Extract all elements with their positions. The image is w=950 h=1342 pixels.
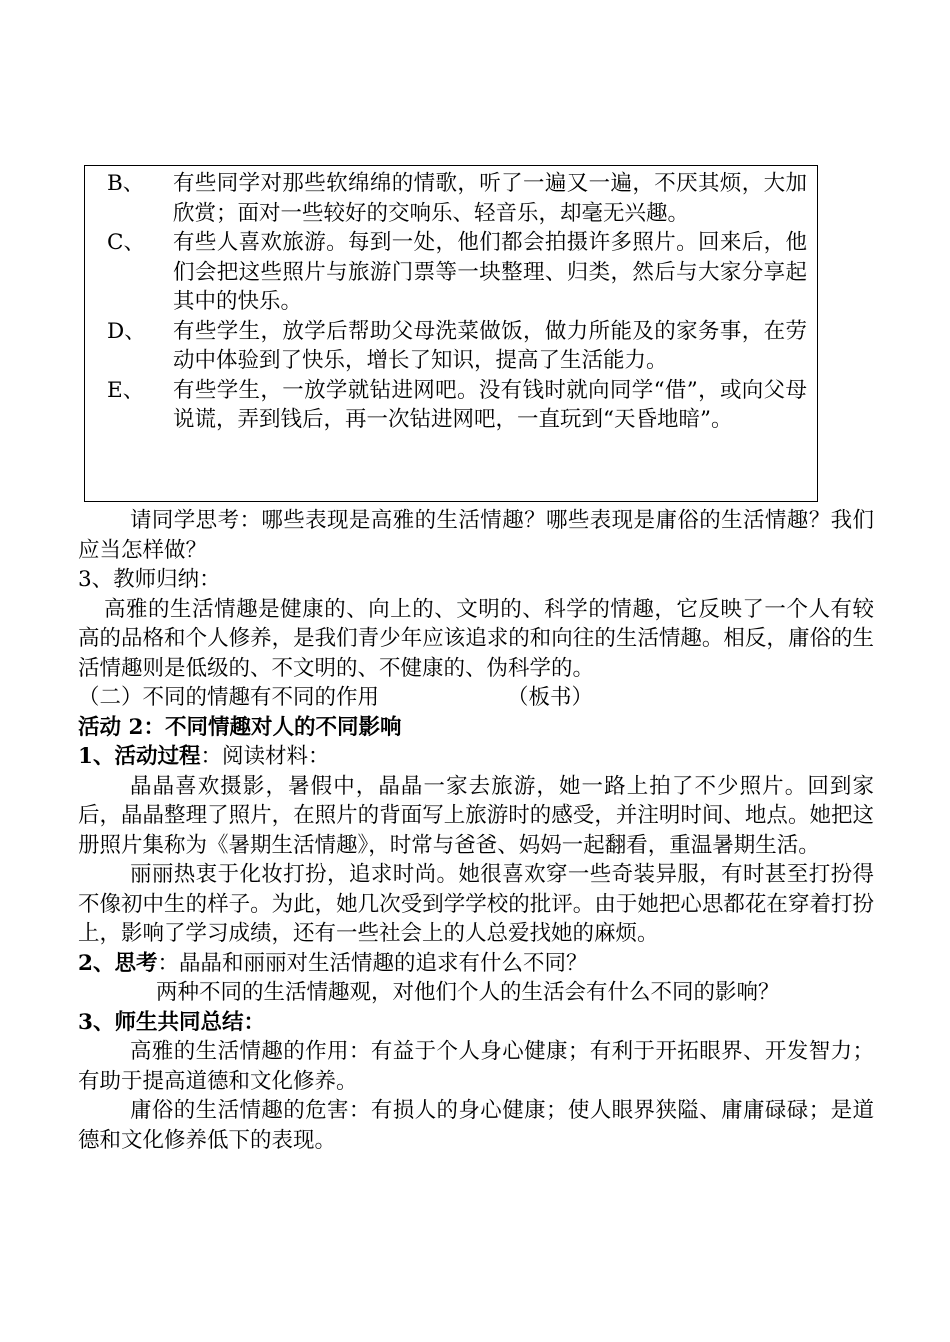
option-c <box>85 228 807 317</box>
material-1: 晶晶喜欢摄影，暑假中，晶晶一家去旅游，她一路上拍了不少照片。回到家后，晶晶整理了照片，在照片的背面写上旅游时的感受，并注明时间、地点。她把这册照片集称为《暑期生活情趣》，时常与爸爸、妈妈一起翻看，重温暑期生活。 <box>78 773 874 858</box>
section-note: （板书） <box>507 685 594 710</box>
process-line <box>78 742 874 772</box>
option-label: C、 <box>107 230 145 255</box>
option-text: 有些学生，一放学就钻进网吧。没有钱时就向同学“借”，或向父母说谎，弄到钱后，再一次钻进网吧，一直玩到“天昏地暗”。 <box>173 377 807 432</box>
think-q1: ：晶晶和丽丽对生活情趣的追求有什么不同？ <box>157 950 588 976</box>
option-d <box>85 317 807 376</box>
activity-title: 活动 2：不同情趣对人的不同影响 <box>78 714 402 740</box>
conclusion-1: 高雅的生活情趣的作用：有益于个人身心健康；有利于开拓眼界、开发智力；有助于提高道德和文化修养。 <box>78 1039 874 1094</box>
conclusion-2: 庸俗的生活情趣的危害：有损人的身心健康；使人眼界狭隘、庸庸碌碌；是道德和文化修养低下的表现。 <box>78 1098 874 1153</box>
option-label: E、 <box>107 377 145 403</box>
material-2: 丽丽热衷于化妆打扮，追求时尚。她很喜欢穿一些奇装异服，有时甚至打扮得不像初中生的样子。为此，她几次受到学学校的批评。由于她把心思都花在穿着打扮上，影响了学习成绩，还有一些社会上的人总爱找她的麻烦。 <box>78 862 874 946</box>
summary-heading: 3、教师归纳： <box>78 567 221 592</box>
section-title: （二）不同的情趣有不同的作用 <box>78 685 380 710</box>
process-label: 1、活动过程 <box>78 744 201 769</box>
conclusion-heading: 3、师生共同总结： <box>78 1009 265 1035</box>
option-text: 有些学生，放学后帮助父母洗菜做饭，做力所能及的家务事，在劳动中体验到了快乐，增长了知识，提高了生活能力。 <box>173 318 807 373</box>
summary-text: 高雅的生活情趣是健康的、向上的、文明的、科学的情趣，它反映了一个人有较高的品格和个人修养，是我们青少年应该追求的和向往的生活情趣。相反，庸俗的生活情趣则是低级的、不文明的、不健康的、伪科学的。 <box>78 596 874 681</box>
document-body <box>78 506 874 1155</box>
option-text: 有些人喜欢旅游。每到一处，他们都会拍摄许多照片。回来后，他们会把这些照片与旅游门票等一块整理、归类，然后与大家分享起其中的快乐。 <box>173 230 807 314</box>
think-q2: 两种不同的生活情趣观，对他们个人的生活会有什么不同的影响？ <box>156 980 780 1005</box>
process-text: ：阅读材料： <box>200 744 330 769</box>
think-line <box>78 949 874 979</box>
section-heading-row <box>78 683 874 713</box>
option-label: D、 <box>107 318 146 344</box>
think-prompt: 请同学思考：哪些表现是高雅的生活情趣？哪些表现是庸俗的生活情趣？我们应当怎样做？ <box>78 508 874 563</box>
option-e <box>85 376 807 435</box>
options-box <box>84 165 818 502</box>
think-label: 2、思考 <box>78 950 158 976</box>
option-b <box>85 169 807 228</box>
option-label: B、 <box>107 171 145 196</box>
option-text: 有些同学对那些软绵绵的情歌，听了一遍又一遍，不厌其烦，大加欣赏；面对一些较好的交响乐、轻音乐，却毫无兴趣。 <box>173 171 807 226</box>
